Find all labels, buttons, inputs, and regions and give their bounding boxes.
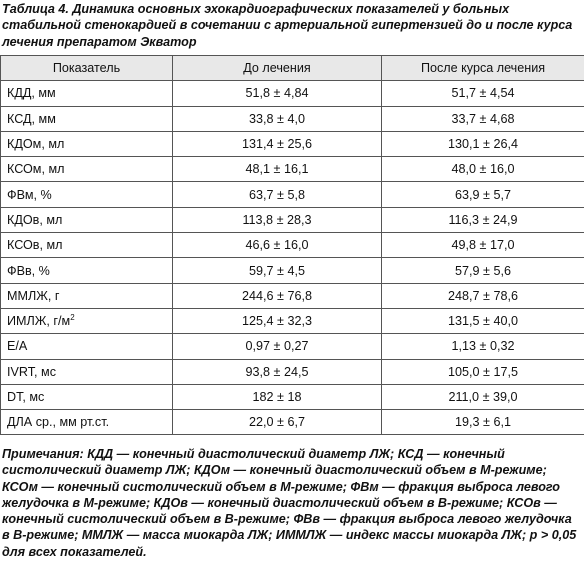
value-before: 51,8 ± 4,84 <box>173 81 382 106</box>
value-after: 116,3 ± 24,9 <box>382 207 584 232</box>
value-before: 131,4 ± 25,6 <box>173 131 382 156</box>
row-label: КДОм, мл <box>1 131 173 156</box>
row-label: КСОв, мл <box>1 233 173 258</box>
value-after: 105,0 ± 17,5 <box>382 359 584 384</box>
value-after: 19,3 ± 6,1 <box>382 410 584 435</box>
row-label: ММЛЖ, г <box>1 283 173 308</box>
table-row <box>1 384 584 409</box>
value-before: 182 ± 18 <box>173 384 382 409</box>
value-before: 93,8 ± 24,5 <box>173 359 382 384</box>
table-notes: Примечания: КДД — конечный диастолический диаметр ЛЖ; КСД — конечный систолический диаметр ЛЖ; КДОм — конечный диастолический объем в М-режиме; КСОм — конечный систолический объем в М-режиме; ФВм — фракция выброса левого желудочка в М-режиме; КДОв — конечный диастолический объем в В-режиме; КСОв — конечный систолический объем в В-режиме; ФВв — фракция выброса левого желудочка в В-режиме; ММЛЖ — масса миокарда ЛЖ; ИММЛЖ — индекс массы миокарда ЛЖ; р > 0,05 для всех показателей. <box>2 447 577 559</box>
table-row <box>1 131 584 156</box>
value-after: 33,7 ± 4,68 <box>382 106 584 131</box>
value-after: 1,13 ± 0,32 <box>382 334 584 359</box>
value-after: 131,5 ± 40,0 <box>382 308 584 333</box>
row-label: ФВв, % <box>1 258 173 283</box>
row-label: ДЛА ср., мм рт.ст. <box>1 410 173 435</box>
value-before: 125,4 ± 32,3 <box>173 308 382 333</box>
table-row <box>1 258 584 283</box>
table-row <box>1 283 584 308</box>
value-after: 51,7 ± 4,54 <box>382 81 584 106</box>
row-label: DT, мс <box>1 384 173 409</box>
value-before: 113,8 ± 28,3 <box>173 207 382 232</box>
echo-table <box>0 55 584 435</box>
value-after: 63,9 ± 5,7 <box>382 182 584 207</box>
header-after: После курса лечения <box>382 56 584 81</box>
table-row <box>1 334 584 359</box>
row-label: E/A <box>1 334 173 359</box>
value-before: 0,97 ± 0,27 <box>173 334 382 359</box>
row-label: КСД, мм <box>1 106 173 131</box>
value-after: 49,8 ± 17,0 <box>382 233 584 258</box>
table-row <box>1 233 584 258</box>
row-label: КСОм, мл <box>1 157 173 182</box>
row-label: IVRT, мс <box>1 359 173 384</box>
header-before: До лечения <box>173 56 382 81</box>
table-row <box>1 308 584 333</box>
value-before: 22,0 ± 6,7 <box>173 410 382 435</box>
value-before: 244,6 ± 76,8 <box>173 283 382 308</box>
value-after: 248,7 ± 78,6 <box>382 283 584 308</box>
table-row <box>1 410 584 435</box>
row-label: КДД, мм <box>1 81 173 106</box>
table-row <box>1 106 584 131</box>
value-after: 48,0 ± 16,0 <box>382 157 584 182</box>
value-after: 130,1 ± 26,4 <box>382 131 584 156</box>
row-label: ФВм, % <box>1 182 173 207</box>
value-after: 57,9 ± 5,6 <box>382 258 584 283</box>
value-before: 63,7 ± 5,8 <box>173 182 382 207</box>
value-before: 48,1 ± 16,1 <box>173 157 382 182</box>
table-caption: Таблица 4. Динамика основных эхокардиографических показателей у больных стабильной стенокардией в сочетании с артериальной гипертензией до и после курса лечения препаратом Экватор <box>2 2 573 49</box>
unit-superscript: 2 <box>70 312 75 322</box>
row-label: КДОв, мл <box>1 207 173 232</box>
row-label-cell <box>1 308 173 333</box>
table-header-row <box>1 56 584 81</box>
value-before: 46,6 ± 16,0 <box>173 233 382 258</box>
value-before: 59,7 ± 4,5 <box>173 258 382 283</box>
row-label: ИМЛЖ, г/м <box>7 314 71 329</box>
table-row <box>1 359 584 384</box>
table-row <box>1 157 584 182</box>
table-row <box>1 207 584 232</box>
value-before: 33,8 ± 4,0 <box>173 106 382 131</box>
table-row <box>1 81 584 106</box>
header-indicator: Показатель <box>1 56 173 81</box>
value-after: 211,0 ± 39,0 <box>382 384 584 409</box>
table-row <box>1 182 584 207</box>
